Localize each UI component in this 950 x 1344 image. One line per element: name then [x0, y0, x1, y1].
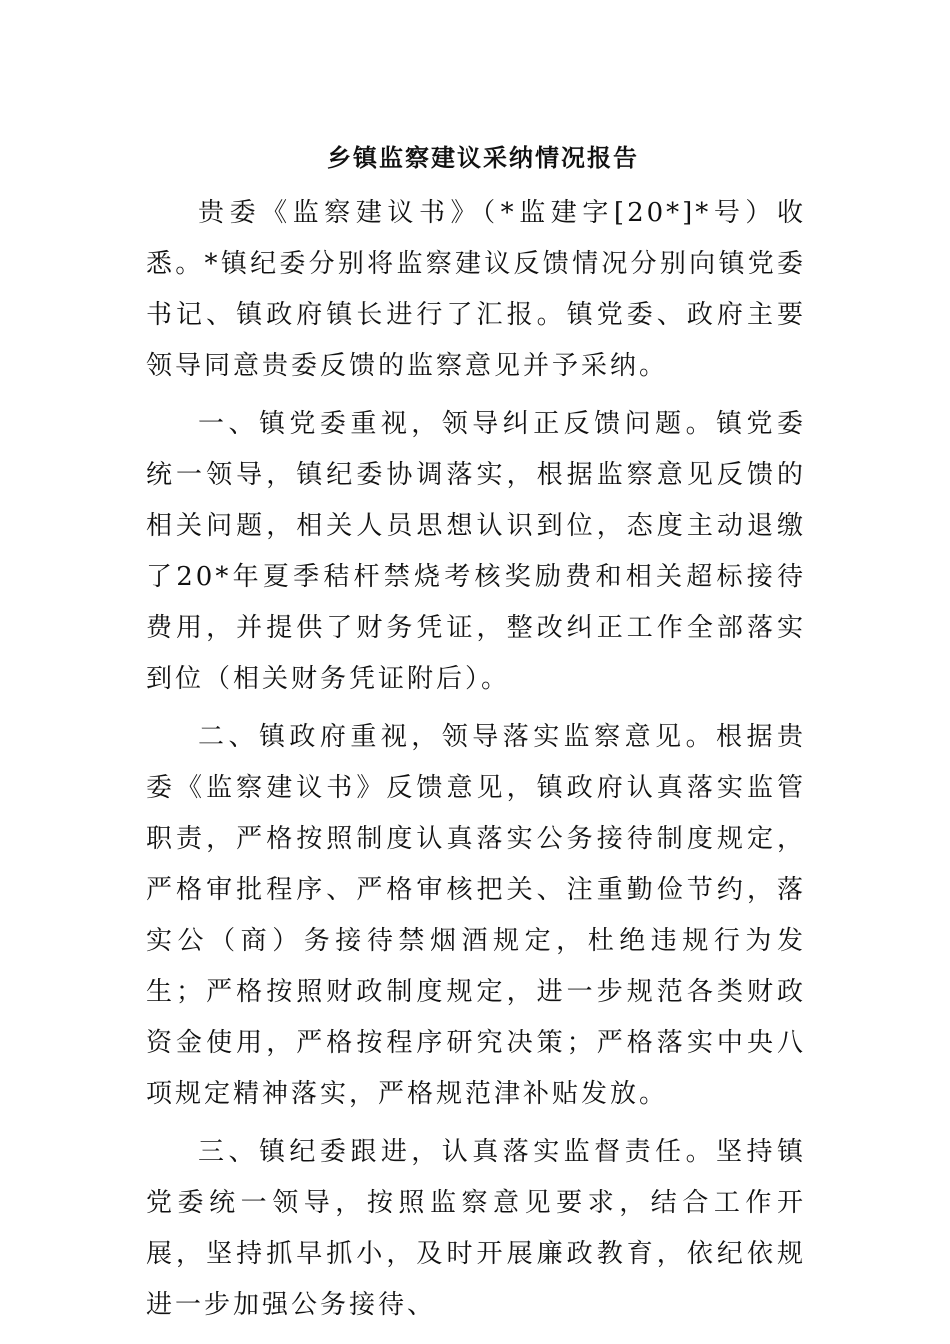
document-title: 乡镇监察建议采纳情况报告 [327, 143, 639, 172]
paragraph-section-2: 二、镇政府重视，领导落实监察意见。根据贵委《监察建议书》反馈意见，镇政府认真落实监管职责，严格按照制度认真落实公务接待制度规定，严格审批程序、严格审核把关、注重勤俭节约，落实公（商）务接待禁烟酒规定，杜绝违规行为发生；严格按照财政制度规定，进一步规范各类财政资金使用，严格按程序研究决策；严格落实中央八项规定精神落实，严格规范津补贴发放。 [146, 722, 806, 1109]
paragraph-section-3: 三、镇纪委跟进，认真落实监督责任。坚持镇党委统一领导，按照监察意见要求，结合工作开展，坚持抓早抓小，及时开展廉政教育，依纪依规进一步加强公务接待、 [146, 1137, 806, 1320]
document-page [146, 140, 806, 1338]
paragraph-intro: 贵委《监察建议书》（*监建字[20*]*号）收悉。*镇纪委分别将监察建议反馈情况分别向镇党委书记、镇政府镇长进行了汇报。镇党委、政府主要领导同意贵委反馈的监察意见并予采纳。 [146, 198, 806, 381]
paragraph-section-1: 一、镇党委重视，领导纠正反馈问题。镇党委统一领导，镇纪委协调落实，根据监察意见反馈的相关问题，相关人员思想认识到位，态度主动退缴了20*年夏季秸杆禁烧考核奖励费和相关超标接待费用，并提供了财务凭证，整改纠正工作全部落实到位（相关财务凭证附后）。 [146, 409, 806, 694]
